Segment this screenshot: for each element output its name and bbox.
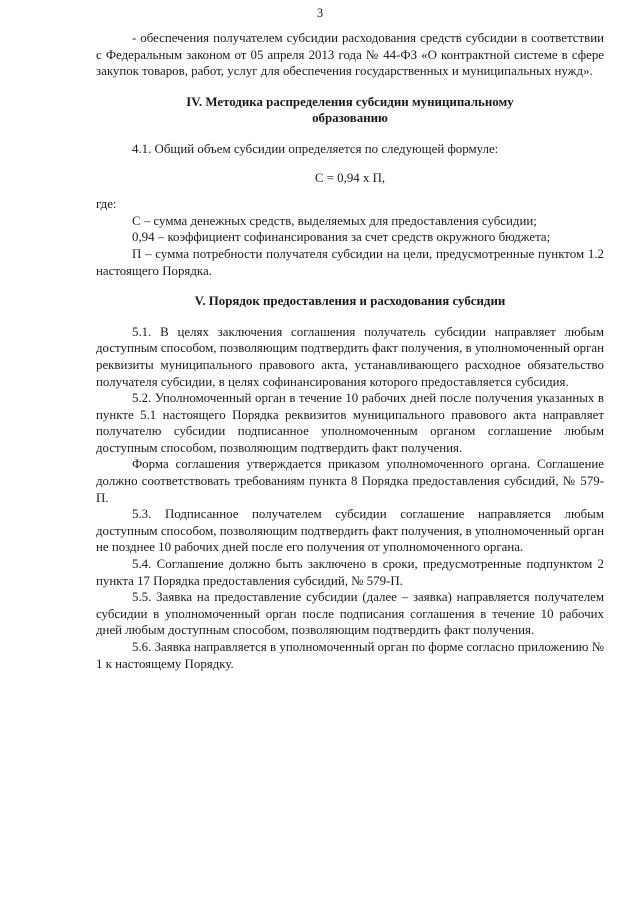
- paragraph-5-4: 5.4. Соглашение должно быть заключено в сроки, предусмотренные подпунктом 2 пункта 17 Порядка предоставления субсидий, № 579-П.: [96, 557, 604, 588]
- definition-c: С – сумма денежных средств, выделяемых для предоставления субсидии;: [132, 213, 537, 228]
- formula: С = 0,94 х П,: [314, 170, 386, 185]
- paragraph-5-6: 5.6. Заявка направляется в уполномоченный орган по форме согласно приложению № 1 к настоящему Порядку.: [96, 640, 604, 671]
- paragraph-5-5: 5.5. Заявка на предоставление субсидии (далее – заявка) направляется получателем субсидии в уполномоченный орган после подписания соглашения в течение 10 рабочих дней любым доступным способом, позволяющим подтвердить факт получения.: [96, 590, 604, 638]
- section-5-heading: V. Порядок предоставления и расходования субсидии: [194, 294, 506, 309]
- where-label: где:: [96, 197, 117, 212]
- definition-p: П – сумма потребности получателя субсидии на цели, предусмотренные пунктом 1.2 настоящего Порядка.: [96, 246, 604, 278]
- paragraph-4-1: 4.1. Общий объем субсидии определяется по следующей формуле:: [132, 141, 499, 156]
- paragraph-5-2: 5.2. Уполномоченный орган в течение 10 рабочих дней после получения указанных в пункте 5.1 настоящего Порядка реквизитов муниципального правового акта направляет получателю субсидии подписанное уполномоченным органом соглашение любым доступным способом, позволяющим подтвердить факт получения.: [96, 391, 604, 455]
- paragraph-5-3: 5.3. Подписанное получателем субсидии соглашение направляется любым доступным способом, позволяющим подтвердить факт получения, в уполномоченный орган не позднее 10 рабочих дней после его получения от уполномоченного органа.: [96, 507, 604, 555]
- section-4: [96, 94, 604, 279]
- definition-coefficient: 0,94 – коэффициент софинансирования за счет средств окружного бюджета;: [132, 230, 551, 245]
- intro-paragraph: - обеспечения получателем субсидии расходования средств субсидии в соответствии с Федеральным законом от 05 апреля 2013 года № 44-ФЗ «О контрактной системе в сфере закупок товаров, работ, услуг для обеспечения государственных и муниципальных нужд».: [96, 31, 604, 79]
- document-body: [96, 30, 604, 672]
- paragraph-5-1: 5.1. В целях заключения соглашения получатель субсидии направляет любым доступным способом, позволяющим подтвердить факт получения, в уполномоченный орган реквизиты муниципального правового акта, устанавливающего расходное обязательство получателя субсидии, в целях софинансирования которого предоставляется субсидия.: [96, 324, 604, 389]
- paragraph-5-2-form: Форма соглашения утверждается приказом уполномоченного органа. Соглашение должно соответствовать требованиям пункта 8 Порядка предоставления субсидий, № 579-П.: [96, 457, 604, 505]
- section-5: [96, 293, 604, 672]
- page-number: 3: [316, 6, 324, 20]
- section-4-heading: IV. Методика распределения субсидии муниципальному образованию: [186, 94, 514, 126]
